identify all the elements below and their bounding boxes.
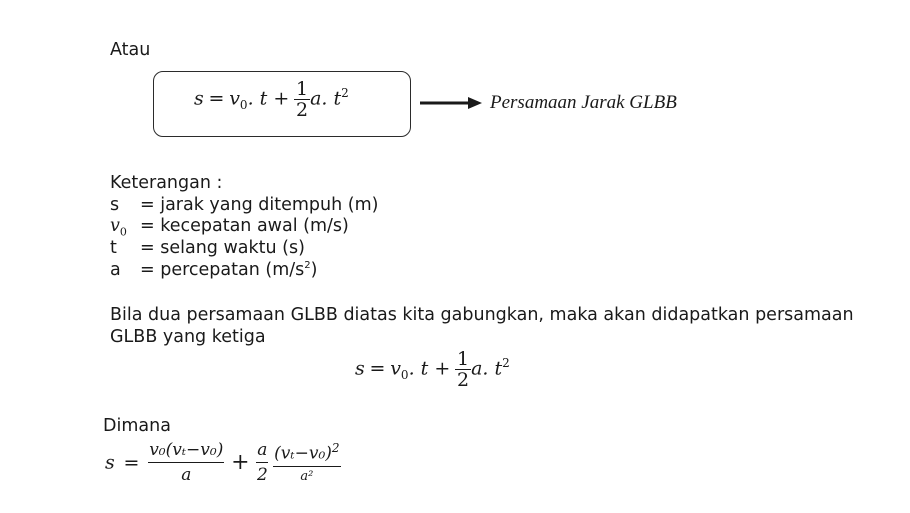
arrow-label: Persamaan Jarak GLBB <box>490 92 677 113</box>
formula-fraction <box>455 350 471 390</box>
item-symbol: v <box>110 216 120 236</box>
eq3-term1-numerator: v₀(vₜ−v₀) <box>148 440 224 463</box>
item-symbol: s <box>110 195 120 215</box>
item-description-sup: 2 <box>304 260 311 272</box>
formula-v: v <box>229 87 240 110</box>
arrow-right-icon <box>420 96 482 110</box>
eq3-term3-numerator: (vₜ−v₀) <box>274 443 332 464</box>
eq3-term3-denominator: a² <box>300 468 314 484</box>
fraction-denominator: 2 <box>296 99 309 121</box>
formula-box <box>153 71 411 137</box>
formula-v-sub: 0 <box>400 368 409 383</box>
list-item <box>110 238 305 258</box>
eq3-equals: = <box>123 451 140 474</box>
formula-v-sub: 0 <box>239 98 248 113</box>
list-item <box>110 216 349 239</box>
fraction-numerator: 1 <box>457 348 470 370</box>
item-symbol-sub: 0 <box>119 225 127 239</box>
formula-t: . t + <box>408 357 451 380</box>
centered-formula <box>355 350 510 390</box>
eq3-term3 <box>273 441 340 484</box>
heading-dimana: Dimana <box>103 416 171 436</box>
paragraph-line-1: Bila dua persamaan GLBB diatas kita gabungkan, maka akan didapatkan persamaan <box>110 305 854 325</box>
formula-equals: = <box>208 87 225 110</box>
formula-lhs: s <box>194 87 204 110</box>
formula-exponent: 2 <box>341 86 349 101</box>
formula-t: . t + <box>247 87 290 110</box>
item-description: = jarak yang ditempuh (m) <box>140 195 379 215</box>
eq3-term2 <box>256 440 268 485</box>
eq3-term1-denominator: a <box>181 465 192 485</box>
fraction-denominator: 2 <box>457 369 470 391</box>
item-description: = kecepatan awal (m/s) <box>140 216 349 236</box>
fraction-numerator: 1 <box>296 78 309 100</box>
formula-at: a. t <box>310 87 342 110</box>
eq3-term1 <box>148 440 224 485</box>
eq3-plus: + <box>231 450 250 475</box>
formula-fraction <box>294 80 310 120</box>
formula-equals: = <box>369 357 386 380</box>
item-symbol: a <box>110 260 121 280</box>
formula-exponent: 2 <box>502 356 510 371</box>
eq3-term3-exponent: 2 <box>331 441 340 456</box>
formula-v: v <box>390 357 401 380</box>
list-item <box>110 195 378 215</box>
item-description-end: ) <box>310 260 318 280</box>
boxed-formula <box>194 80 349 120</box>
item-symbol: t <box>110 238 117 258</box>
formula-at: a. t <box>471 357 503 380</box>
item-description: = selang waktu (s) <box>140 238 305 258</box>
item-description: = percepatan (m/s <box>140 260 305 280</box>
keterangan-title: Keterangan : <box>110 173 223 193</box>
paragraph-line-2: GLBB yang ketiga <box>110 327 266 347</box>
heading-atau: Atau <box>110 40 151 60</box>
list-item <box>110 260 317 280</box>
expanded-formula <box>105 440 341 485</box>
formula-lhs: s <box>355 357 365 380</box>
eq3-term2-numerator: a <box>256 440 268 463</box>
eq3-term2-denominator: 2 <box>256 465 268 485</box>
eq3-lhs: s <box>105 451 115 474</box>
